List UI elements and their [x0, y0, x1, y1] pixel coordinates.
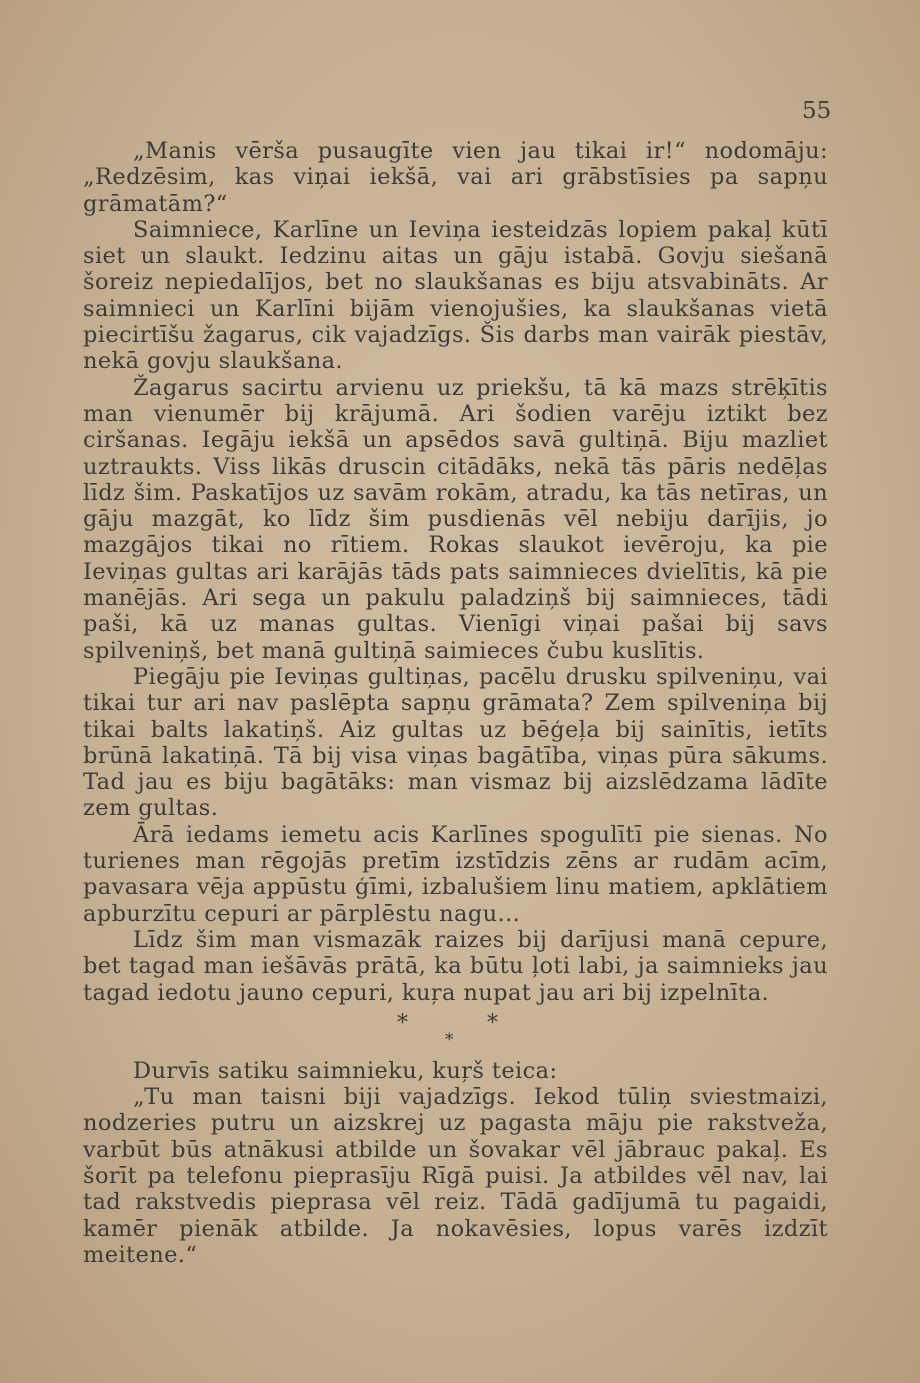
paragraph: Līdz šim man vismazāk raizes bij darījusi manā cepure, bet tagad man iešāvās prātā, ka būtu ļoti labi, ja saimnieks jau tagad iedotu jauno cepuri, kuŗa nupat jau ari bij izpelnīta. [83, 926, 828, 1006]
paragraph: „Tu man taisni biji vajadzīgs. Iekod tūliņ sviestmaizi, nodzeries putru un aizskrej uz pagasta māju pie rakstveža, varbūt būs atnākusi atbilde un šovakar vēl jābrauc pakaļ. Es šorīt pa telefonu pieprasīju Rīgā puisi. Ja atbildes vēl nav, lai tad rakstvedis pieprasa vēl reiz. Tādā gadījumā tu pagaidi, kamēr pienāk atbilde. Ja nokavēsies, lopus varēs izdzīt meitene.“ [83, 1084, 828, 1268]
separator-star: * [487, 1010, 499, 1036]
separator-star: * [397, 1010, 409, 1036]
paragraph: „Manis vērša pusaugīte vien jau tikai ir!“ nodomāju: „Redzēsim, kas viņai iekšā, vai ari grābstīsies pa sapņu grāmatām?“ [83, 138, 828, 217]
paragraph: Piegāju pie Ieviņas gultiņas, pacēlu drusku spilveniņu, vai tikai tur ari nav paslēpta sapņu grāmata? Zem spilveniņa bij tikai balts lakatiņš. Aiz gultas uz bēģeļa bij sainītis, ietīts brūnā lakatiņā. Tā bij visa viņas bagātība, viņas pūra sākums. Tad jau es biju bagātāks: man vismaz bij aizslēdzama lādīte zem gultas. [83, 663, 828, 822]
body-text [83, 138, 828, 1268]
paragraph: Ārā iedams iemetu acis Karlīnes spogulītī pie sienas. No turienes man rēgojās pretīm izstīdzis zēns ar rudām acīm, pavasara vēja appūstu ģīmi, izbalušiem linu matiem, apklātiem apburzītu cepuri ar pārplēstu nagu... [83, 821, 828, 927]
separator-star: * [445, 1029, 454, 1050]
page-number: 55 [802, 98, 832, 124]
section-separator [83, 1006, 828, 1058]
paragraph: Saimniece, Karlīne un Ieviņa iesteidzās lopiem pakaļ kūtī siet un slaukt. Iedzinu aitas un gāju istabā. Govju siešanā šoreiz nepiedalījos, bet no slaukšanas es biju atsvabināts. Ar saimnieci un Karlīni bijām vienojušies, ka slaukšanas vietā piecirtīšu žagarus, cik vajadzīgs. Šis darbs man vairāk piestāv, nekā govju slaukšana. [83, 216, 828, 375]
paragraph: Durvīs satiku saimnieku, kuŗš teica: [133, 1057, 558, 1084]
paragraph: Žagarus sacirtu arvienu uz priekšu, tā kā mazs strēķītis man vienumēr bij krājumā. Ari šodien varēju iztikt bez ciršanas. Iegāju iekšā un apsēdos savā gultiņā. Biju mazliet uztraukts. Viss likās druscin citādāks, nekā tās pāris nedēļas līdz šim. Paskatījos uz savām rokām, atradu, ka tās netīras, un gāju mazgāt, ko līdz šim pusdienās vēl nebiju darījis, jo mazgājos tikai no rītiem. Rokas slaukot ievēroju, ka pie Ieviņas gultas ari karājās tāds pats saimnieces dvielītis, kā pie manējās. Ari sega un pakulu paladziņš bij saimnieces, tādi paši, kā uz manas gultas. Vienīgi viņai pašai bij savs spilveniņš, bet manā gultiņā saimieces čubu kuslītis. [83, 374, 828, 664]
